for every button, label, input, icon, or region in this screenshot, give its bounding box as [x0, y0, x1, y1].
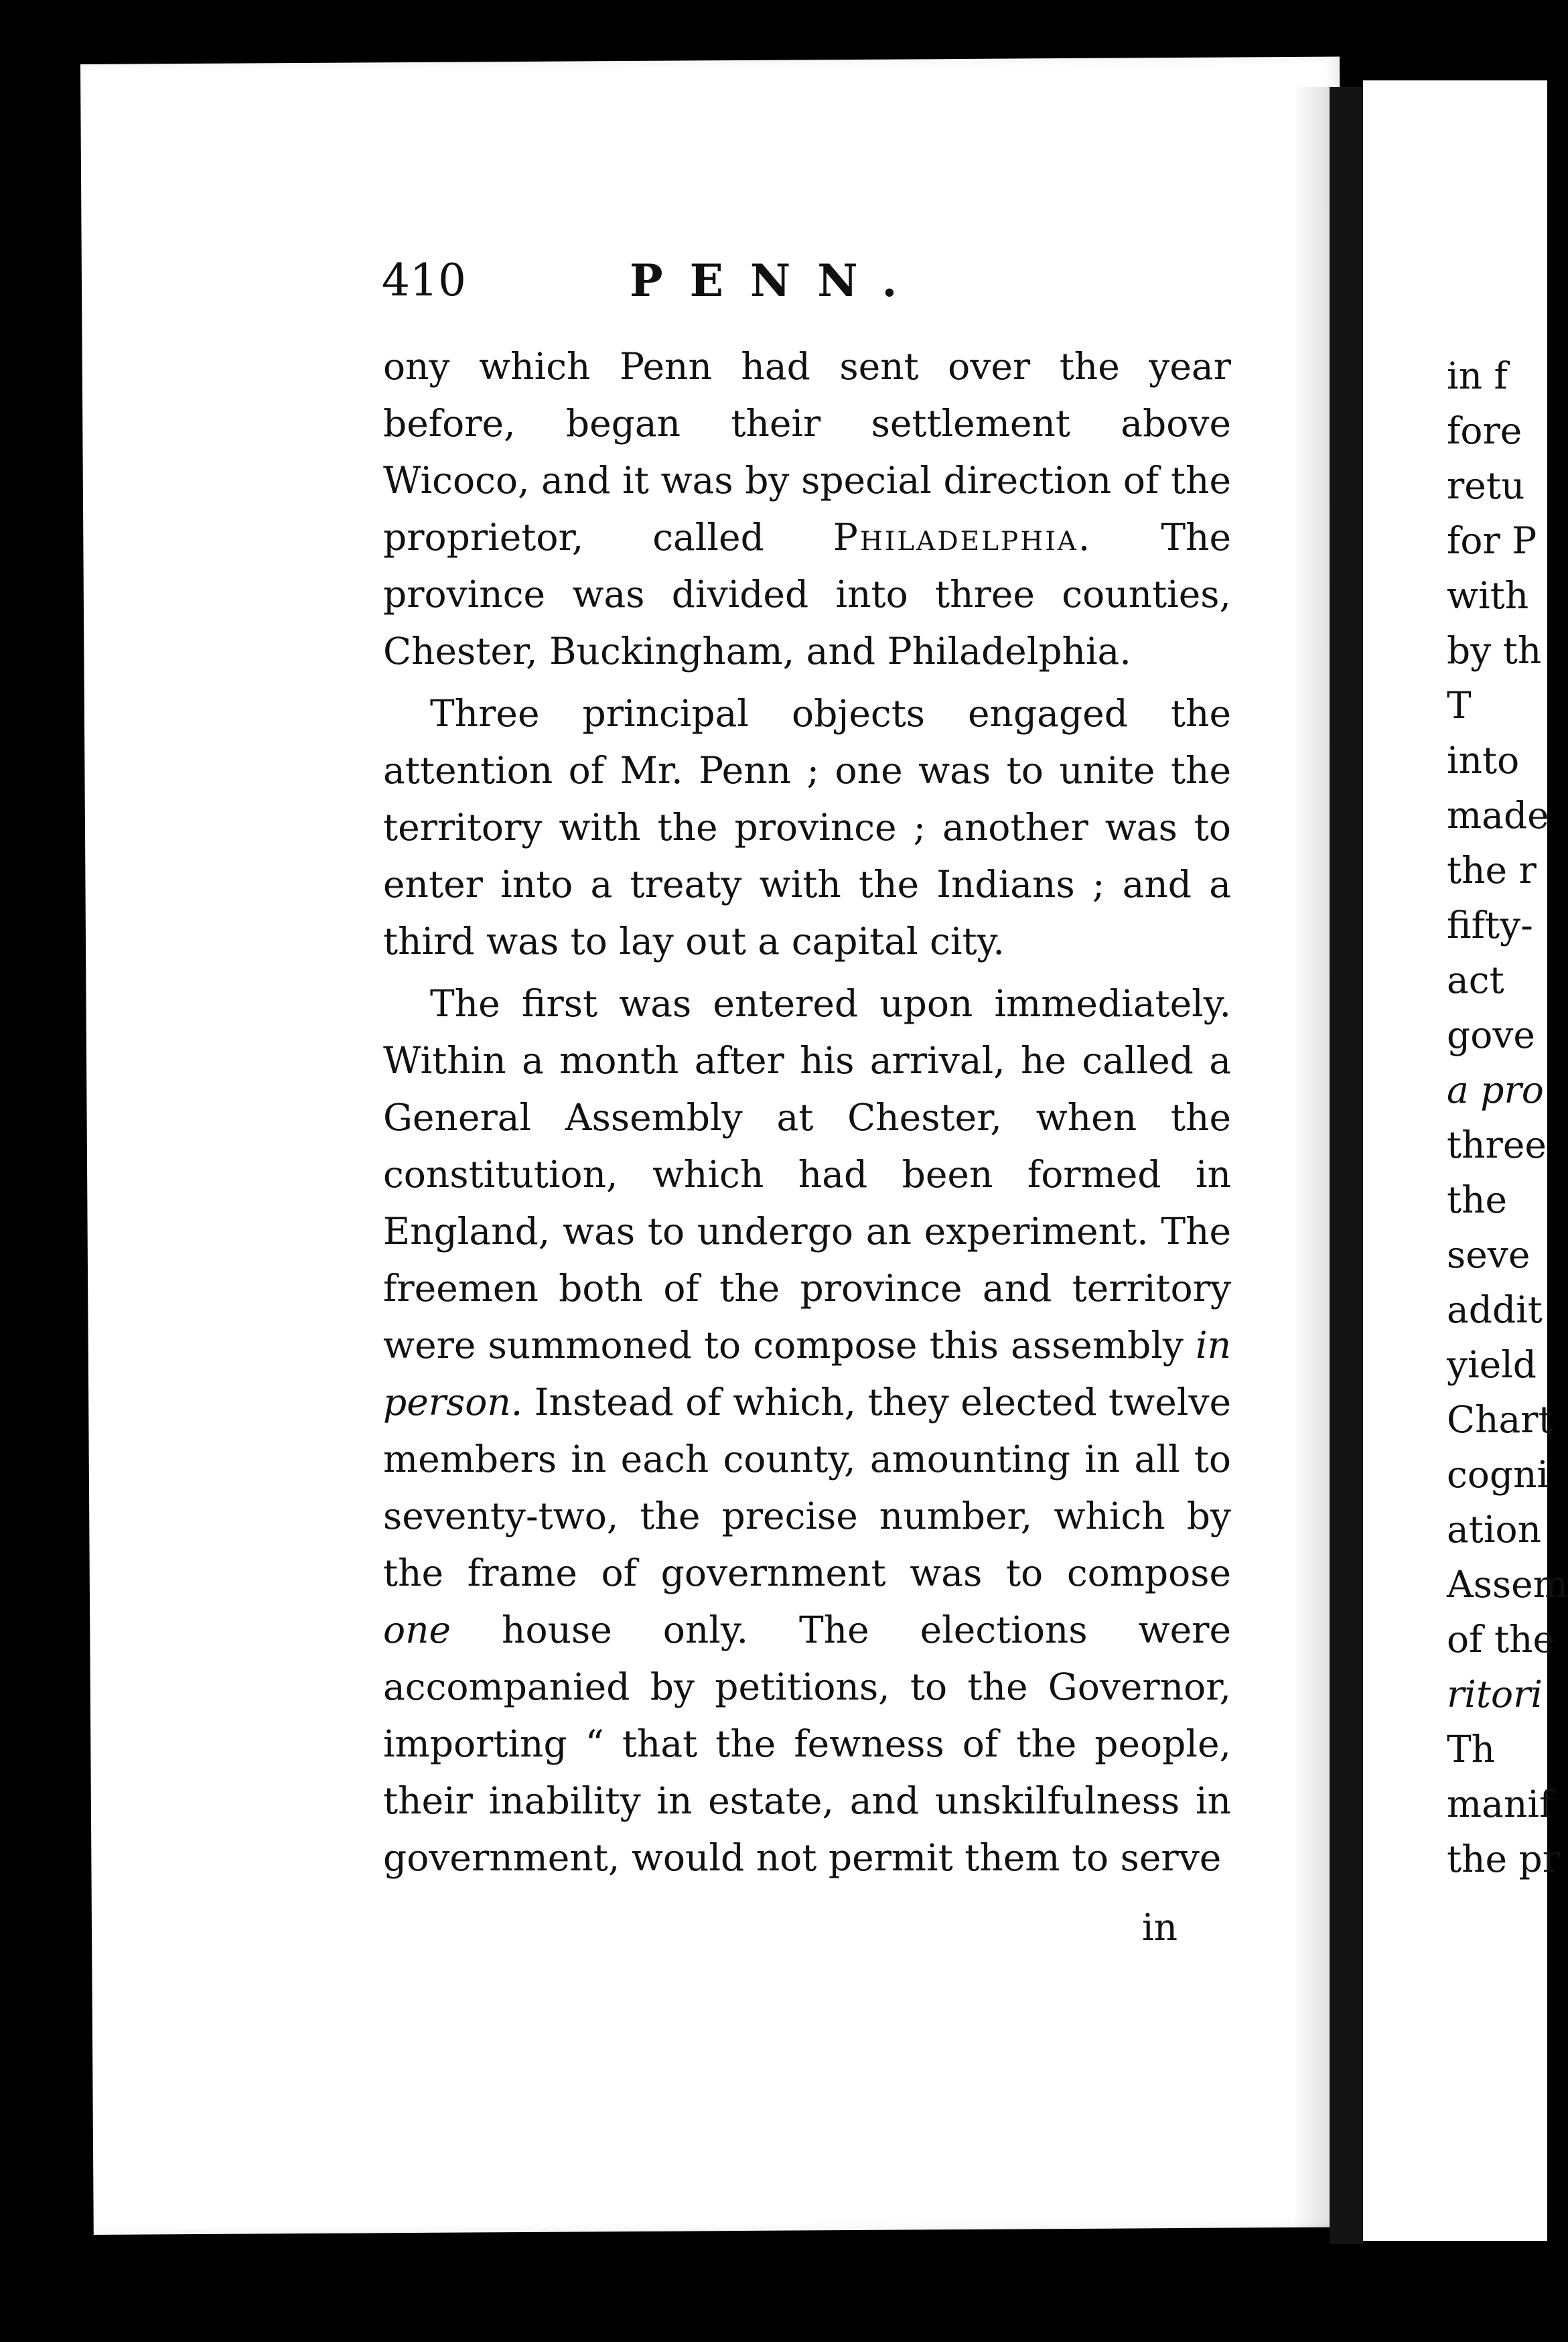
facing-line: seve	[1447, 1233, 1530, 1276]
facing-line: yield	[1447, 1343, 1537, 1386]
facing-line: retu	[1447, 464, 1525, 507]
facing-line: into	[1447, 739, 1520, 782]
catchword: in	[1142, 1906, 1178, 1949]
facing-line: gove	[1447, 1014, 1535, 1056]
facing-line: by th	[1447, 629, 1542, 672]
page-edge-shadow	[1293, 87, 1330, 2231]
running-title: PENN.	[630, 255, 924, 307]
facing-line: addit	[1447, 1288, 1543, 1331]
facing-line: Assem	[1447, 1563, 1568, 1606]
philadelphia-smallcaps: Philadelphia.	[833, 516, 1092, 559]
page-number: 410	[382, 255, 466, 306]
one-italic: one	[383, 1608, 451, 1651]
paragraph-3-part-3: Instead of which, they elected twelve members in each county, amounting in all to seventy-two, the precise number, which by the frame of government was to compose	[383, 1381, 1231, 1594]
paragraph-1-part-1: ony which Penn had sent over the year before, began their settlement above Wicoco, and it was by special direction of the proprietor, called	[383, 345, 1231, 559]
facing-line: Chart	[1447, 1398, 1553, 1441]
facing-line: T	[1447, 684, 1472, 727]
facing-line: act	[1447, 959, 1504, 1002]
facing-line: the	[1447, 1178, 1508, 1221]
paragraph-2-part-1: Three principal objects engaged the attention of Mr. Penn ; one was to unite the territory with the province ; another was to enter into a treaty with the Indians ; and a third was to lay out a capital city.	[383, 692, 1231, 963]
facing-line: the r	[1447, 849, 1537, 892]
body-text	[383, 338, 1231, 1886]
book-gutter	[1330, 87, 1363, 2244]
facing-line: ritori	[1447, 1673, 1543, 1716]
facing-line: for P	[1447, 519, 1537, 562]
paragraph-3-part-1: The first was entered upon immediately. Within a month after his arrival, he called a General Assembly at Chester, when the constitution, which had been formed in England, was to undergo an experiment. The freemen both of the province and territory were summoned to compose this assembly	[383, 982, 1231, 1367]
running-head	[382, 255, 1052, 315]
facing-line: in f	[1447, 354, 1508, 397]
facing-line: with	[1447, 574, 1529, 617]
facing-line: cogni	[1447, 1453, 1549, 1496]
facing-line: Th	[1447, 1728, 1496, 1771]
facing-line: fore	[1447, 409, 1522, 452]
paragraph-1	[383, 338, 1231, 680]
facing-line: manif	[1447, 1783, 1553, 1826]
facing-line: made	[1447, 794, 1549, 837]
facing-line: of the	[1447, 1618, 1555, 1661]
facing-line: fifty-	[1447, 904, 1533, 947]
facing-line: ation	[1447, 1508, 1542, 1551]
in-person-italic: in person.	[383, 1324, 1231, 1424]
facing-line: a pro	[1447, 1069, 1544, 1111]
paragraph-3	[383, 975, 1231, 1886]
facing-line: three	[1447, 1123, 1547, 1166]
paragraph-1-part-3: The province was divided into three counties, Chester, Buckingham, and Philadelphia.	[383, 516, 1231, 673]
paragraph-3-part-5: house only. The elections were accompanied by petitions, to the Governor, importing “ that the fewness of the people, their inability in estate, and unskilfulness in government, would not permit them to serve	[383, 1608, 1231, 1879]
facing-line: the pr	[1447, 1838, 1561, 1880]
facing-page-fragments	[1447, 348, 1568, 1886]
paragraph-2	[383, 685, 1231, 970]
